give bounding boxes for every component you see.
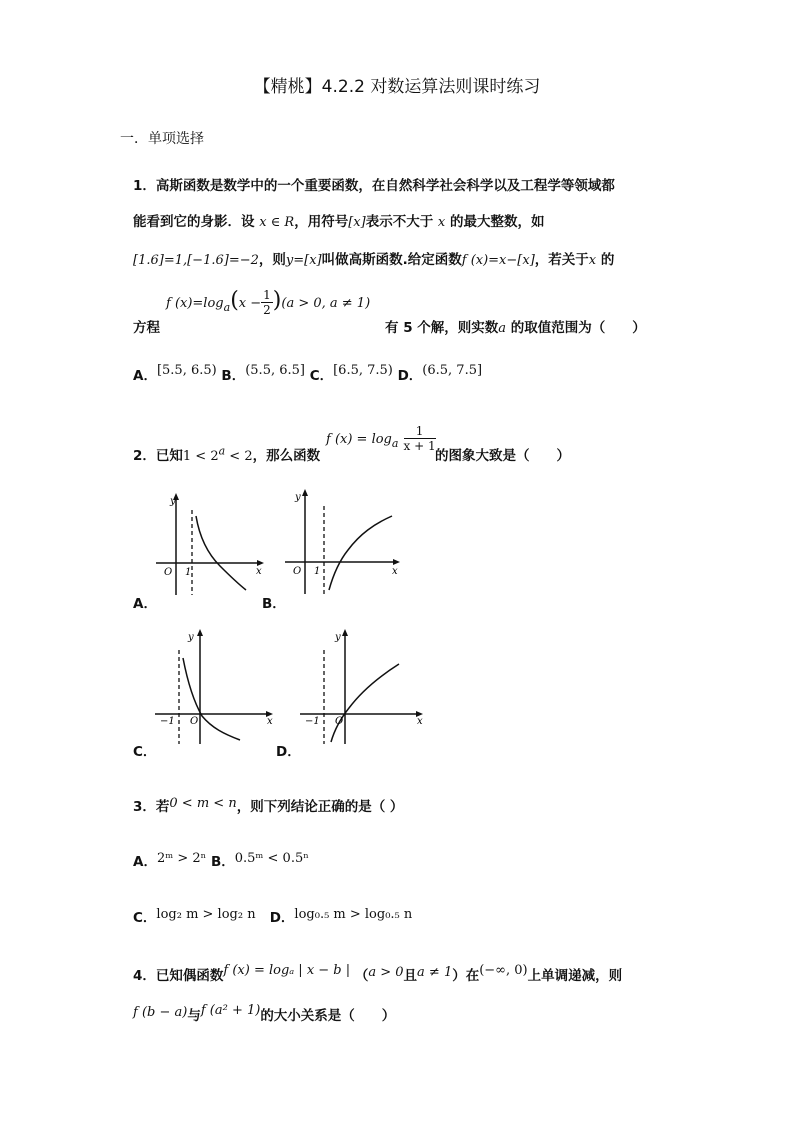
x-label: x: [256, 566, 262, 577]
q4-text: 上单调递减，则: [527, 968, 623, 984]
y-arrow: [302, 489, 308, 496]
x-label: x: [417, 716, 423, 727]
q4-line2: [133, 1004, 395, 1024]
option-label: C．: [133, 910, 157, 926]
y-arrow: [197, 629, 203, 636]
origin-label: O: [190, 716, 199, 727]
option-label: A．: [133, 854, 157, 870]
q3-text: ，则下列结论正确的是（ ）: [236, 799, 404, 815]
curve: [196, 516, 246, 590]
q3-options-ab: [133, 850, 309, 870]
q1-line4: [385, 316, 646, 336]
page-title: 【精桃】4.2.2 对数运算法则课时练习: [253, 77, 541, 97]
math-expr: 1 < 2: [182, 449, 219, 464]
q3-number: 3．: [133, 799, 156, 815]
option-a: 2ᵐ > 2ⁿ: [156, 851, 207, 866]
option-label: D．: [397, 368, 423, 384]
graph-d: [295, 622, 430, 747]
q1-text: 表示不大于: [365, 214, 434, 230]
graph-c: [150, 622, 280, 747]
y-label: y: [188, 632, 194, 643]
option-b: 0.5ᵐ < 0.5ⁿ: [234, 851, 309, 866]
q3-options-cd: [133, 906, 412, 926]
q1-text: 高斯函数是数学中的一个重要函数，在自然科学社会科学以及工程学等领域都: [155, 178, 615, 194]
math-expr: y=[x]: [285, 253, 322, 268]
math-expr: a ≠ 1: [417, 965, 453, 980]
q3-line: [133, 795, 403, 815]
paren-close: ): [272, 288, 282, 313]
q1-text: 叫做高斯函数.给定函数: [321, 252, 462, 268]
q1-text: ，用符号: [294, 214, 349, 230]
q4-text: 且: [403, 968, 418, 984]
q1-equation: [166, 288, 370, 317]
q2-function: [326, 424, 436, 453]
one-label: 1: [185, 567, 192, 578]
math-expr: x: [437, 215, 446, 230]
math-sub: a: [223, 301, 231, 315]
section-heading: 一．单项选择: [120, 131, 204, 147]
option-label: A．: [133, 368, 157, 384]
q2-text: 已知: [155, 448, 183, 464]
q4-text: （: [354, 968, 369, 984]
q1-line3: [133, 248, 614, 268]
graph-c-label: C．: [133, 744, 157, 760]
q1-number: 1．: [133, 178, 156, 194]
origin-label: O: [164, 567, 173, 578]
option-c: log₂ m > log₂ n: [156, 907, 256, 922]
y-label: y: [170, 496, 176, 507]
frac-den: 2: [263, 303, 271, 317]
option-c: [6.5, 7.5): [333, 363, 393, 378]
math-sup: a: [218, 444, 226, 458]
q1-text: ，若关于: [534, 252, 589, 268]
frac-den: x + 1: [403, 439, 436, 453]
fraction: [404, 424, 436, 453]
math-expr: f (a² + 1): [200, 1003, 261, 1018]
math-expr: < 2: [225, 449, 253, 464]
neg-one-label: −1: [305, 716, 320, 727]
graph-a-label: A．: [133, 596, 157, 612]
q4-line1: [133, 964, 622, 984]
x-label: x: [267, 716, 273, 727]
math-sub: a: [391, 437, 399, 451]
paren-open: (: [230, 288, 239, 313]
frac-num: 1: [263, 288, 271, 302]
q4-text: 与: [187, 1008, 201, 1024]
q1-text: 的最大整数，如: [449, 214, 545, 230]
y-arrow: [342, 629, 348, 636]
curve: [329, 516, 392, 590]
q1-line2: [133, 210, 544, 230]
math-expr: f (b − a): [133, 1005, 188, 1020]
option-label: B．: [210, 854, 235, 870]
frac-num: 1: [404, 424, 436, 439]
math-expr: x: [588, 253, 597, 268]
math-expr: [x]: [348, 215, 366, 230]
math-expr: 0 < m < n: [169, 796, 237, 811]
math-expr: f (x)=log: [166, 296, 224, 311]
option-a: [5.5, 6.5): [156, 363, 217, 378]
origin-label: O: [335, 716, 344, 727]
option-d: (6.5, 7.5]: [422, 363, 483, 378]
math-expr: f (x) = logₐ | x − b |: [223, 963, 351, 978]
graph-d-label: D．: [276, 744, 301, 760]
q2-line: [133, 444, 320, 464]
option-d: log₀.₅ m > log₀.₅ n: [294, 907, 413, 922]
option-b: (5.5, 6.5]: [245, 363, 305, 378]
math-expr: x ∈ R: [259, 215, 295, 230]
q1-text: 的取值范围为（ ）: [510, 320, 646, 336]
q1-text: 有 5 个解，则实数: [385, 320, 499, 336]
graph-a: [148, 490, 268, 600]
math-expr: f (x) = log: [326, 432, 392, 447]
math-expr: a > 0: [368, 965, 404, 980]
q4-text: ）在: [452, 968, 480, 984]
graph-b: [282, 486, 404, 598]
fraction-half: [261, 288, 273, 317]
q3-text: 若: [155, 799, 170, 815]
option-label: D．: [269, 910, 295, 926]
y-label: y: [335, 632, 341, 643]
one-label: 1: [314, 566, 321, 577]
math-expr: (−∞, 0): [479, 963, 528, 978]
graph-b-label: B．: [262, 596, 286, 612]
origin-label: O: [293, 566, 302, 577]
math-expr: x −: [238, 296, 262, 311]
q1-text: 能看到它的身影．设: [133, 214, 255, 230]
math-expr: a: [498, 321, 507, 336]
x-label: x: [392, 566, 398, 577]
math-expr: [1.6]=1,[−1.6]=−2: [133, 253, 259, 268]
q1-line4-label: 方程: [133, 320, 160, 336]
q2-number: 2．: [133, 448, 156, 464]
neg-one-label: −1: [160, 716, 175, 727]
math-expr: (a > 0, a ≠ 1): [281, 296, 371, 311]
q1-line1: [133, 174, 615, 194]
q1-text: ，则: [258, 252, 286, 268]
q1-options: [133, 364, 482, 384]
option-label: C．: [309, 368, 334, 384]
x-arrow: [393, 559, 400, 565]
math-expr: f (x)=x−[x]: [461, 253, 535, 268]
q4-number: 4．: [133, 968, 156, 984]
q2-question-end: 的图象大致是（ ）: [435, 448, 570, 464]
curve: [183, 658, 240, 740]
y-label: y: [295, 492, 301, 503]
option-label: B．: [221, 368, 246, 384]
q4-text: 的大小关系是（ ）: [260, 1008, 396, 1024]
q4-text: 已知偶函数: [155, 968, 224, 984]
curve: [331, 664, 399, 742]
q1-text: 的: [600, 252, 615, 268]
q2-text: ，那么函数: [252, 448, 321, 464]
